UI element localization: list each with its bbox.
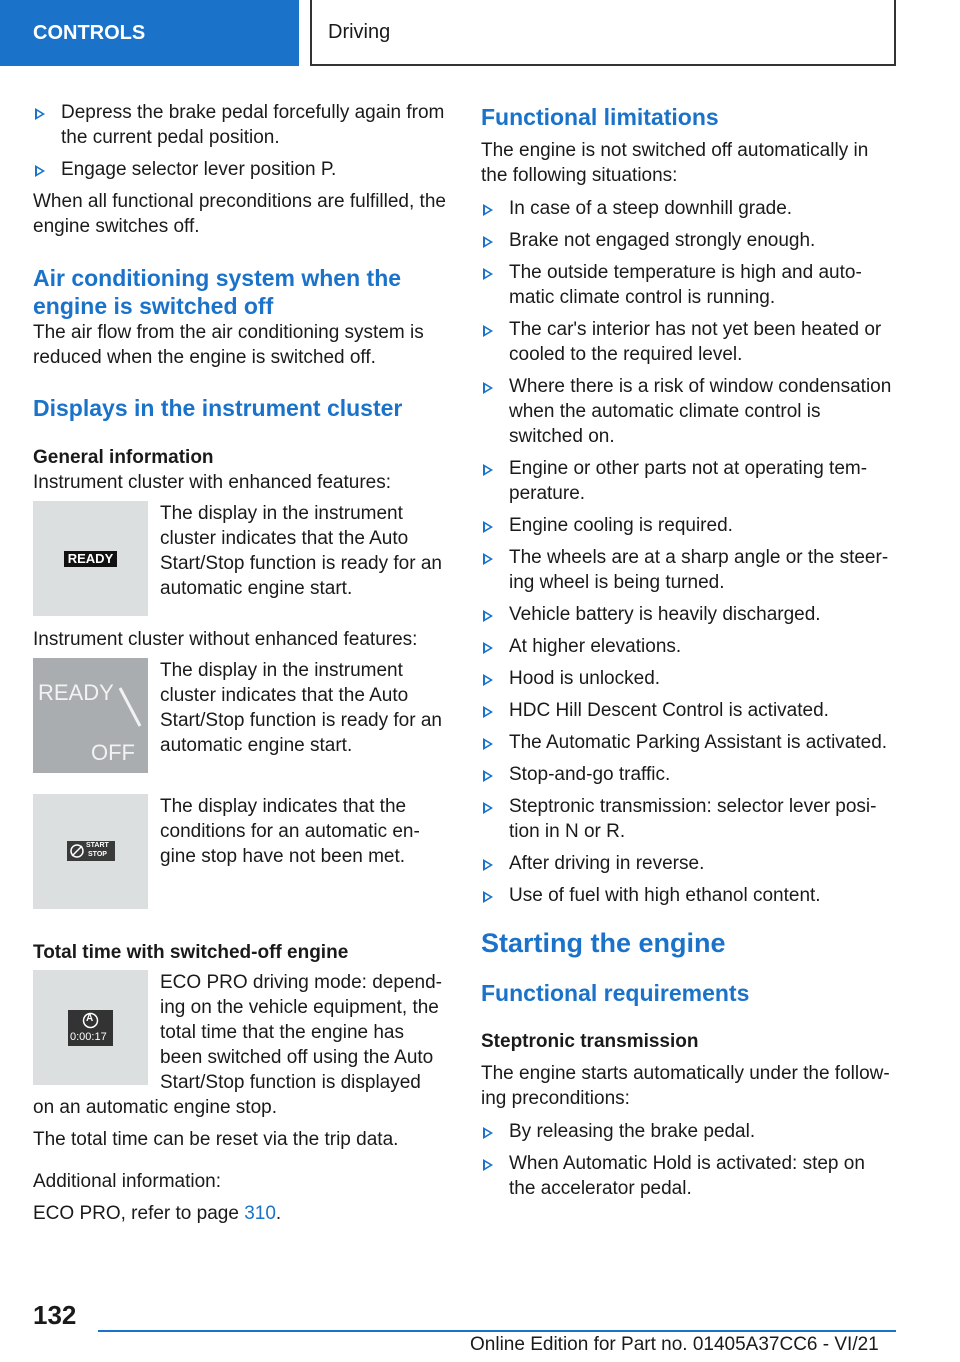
list-item: HDC Hill Descent Control is activated.	[481, 698, 896, 723]
paragraph-additional: Additional information:	[33, 1171, 221, 1192]
list-item: The outside temperature is high and auto-matic climate control is running.	[481, 260, 896, 310]
footer-divider	[98, 1330, 896, 1332]
list-item: The wheels are at a sharp angle or the steer-ing wheel is being turned.	[481, 545, 896, 595]
bullet-triangle-icon	[483, 553, 493, 565]
bullet-triangle-icon	[483, 236, 493, 248]
bullet-triangle-icon	[483, 610, 493, 622]
list-item: Engage selector lever position P.	[33, 157, 446, 182]
ready-badge-icon: READY	[64, 551, 117, 567]
bullet-triangle-icon	[483, 204, 493, 216]
bullet-triangle-icon	[483, 464, 493, 476]
list-item: Engine or other parts not at operating tem-perature.	[481, 456, 896, 506]
bullet-triangle-icon	[483, 859, 493, 871]
paragraph-without: Instrument cluster without enhanced features:	[33, 629, 418, 650]
bullet-triangle-icon	[483, 1127, 493, 1139]
heading-total-time: Total time with switched-off engine	[33, 942, 349, 963]
bullet-triangle-icon	[483, 674, 493, 686]
list-item: In case of a steep downhill grade.	[481, 196, 896, 221]
bullet-triangle-icon	[483, 382, 493, 394]
bullet-triangle-icon	[483, 770, 493, 782]
list-item: Steptronic transmission: selector lever posi-tion in N or R.	[481, 794, 896, 844]
limitations-list	[481, 196, 896, 908]
heading-requirements: Functional requirements	[481, 980, 750, 1006]
eco-pro-block	[33, 970, 446, 1120]
bullet-triangle-icon	[483, 642, 493, 654]
eco-pro-timer-icon: A 0:00:17	[68, 1010, 113, 1046]
heading-limitations: Functional limitations	[481, 104, 719, 130]
list-item: Where there is a risk of window condensation when the automatic climate control is switched on.	[481, 374, 896, 449]
page-link[interactable]: 310	[244, 1203, 276, 1224]
chapter-tab	[310, 0, 896, 66]
ready-gauge-label: READY	[38, 680, 114, 705]
ready-display-block	[33, 501, 446, 616]
paragraph-starts: The engine starts automatically under the follow-ing preconditions:	[481, 1063, 890, 1109]
list-item: Stop-and-go traffic.	[481, 762, 896, 787]
list-item: Vehicle battery is heavily discharged.	[481, 602, 896, 627]
chapter-title: Driving	[328, 20, 391, 43]
list-item: Use of fuel with high ethanol content.	[481, 883, 896, 908]
precondition-list	[33, 100, 446, 182]
heading-starting: Starting the engine	[481, 928, 726, 958]
off-gauge-label: OFF	[91, 740, 135, 765]
list-item: When Automatic Hold is activated: step on the accelerator pedal.	[481, 1151, 896, 1201]
ready-off-text: The display in the instrument cluster indicates that the Auto Start/Stop function is ready for an automatic engine start.	[160, 660, 442, 756]
heading-aircon: Air conditioning system when the engine is switched off	[33, 265, 402, 319]
bullet-triangle-icon	[483, 521, 493, 533]
ready-display-text: The display in the instrument cluster indicates that the Auto Start/Stop function is ready for an automatic engine start.	[160, 503, 442, 599]
bullet-triangle-icon	[483, 802, 493, 814]
bullet-triangle-icon	[483, 706, 493, 718]
ready-off-image	[33, 658, 148, 773]
paragraph-aircon: The air flow from the air conditioning system is reduced when the engine is switched off.	[33, 322, 424, 368]
paragraph-enhanced: Instrument cluster with enhanced features:	[33, 472, 392, 493]
bullet-triangle-icon	[483, 325, 493, 337]
bullet-triangle-icon	[483, 738, 493, 750]
heading-steptronic: Steptronic transmission	[481, 1031, 699, 1052]
right-column	[481, 100, 896, 1208]
edition-note: Online Edition for Part no. 01405A37CC6 - VI/21	[470, 1334, 879, 1355]
gauge-needle-icon	[118, 686, 143, 730]
bullet-triangle-icon	[483, 891, 493, 903]
start-stop-block	[33, 794, 446, 909]
ready-off-block	[33, 658, 446, 773]
paragraph-shutoff: When all functional preconditions are fulfilled, the engine switches off.	[33, 191, 446, 237]
list-item: Brake not engaged strongly enough.	[481, 228, 896, 253]
bullet-triangle-icon	[483, 1159, 493, 1171]
left-column	[33, 100, 446, 1226]
list-item: Hood is unlocked.	[481, 666, 896, 691]
heading-displays: Displays in the instrument cluster	[33, 395, 403, 421]
paragraph-reset: The total time can be reset via the trip data.	[33, 1129, 399, 1150]
page-number: 132	[33, 1300, 77, 1330]
eco-pro-text: ECO PRO driving mode: depend-ing on the vehicle equipment, the total time that the engine has been switched off using the Auto Start/Stop function is displayed on an automatic engine stop.	[33, 972, 442, 1118]
list-item: By releasing the brake pedal.	[481, 1119, 896, 1144]
eco-pro-image	[33, 970, 148, 1085]
paragraph-limitations: The engine is not switched off automatically in the following situations:	[481, 140, 869, 186]
bullet-triangle-icon	[483, 268, 493, 280]
start-stop-image	[33, 794, 148, 909]
section-tab	[0, 0, 299, 66]
bullet-triangle-icon	[35, 165, 45, 177]
heading-general: General information	[33, 447, 214, 468]
bullet-triangle-icon	[35, 108, 45, 120]
list-item: At higher elevations.	[481, 634, 896, 659]
list-item: The car's interior has not yet been heated or cooled to the required level.	[481, 317, 896, 367]
list-item: The Automatic Parking Assistant is activated.	[481, 730, 896, 755]
section-title: CONTROLS	[33, 21, 146, 44]
list-item: After driving in reverse.	[481, 851, 896, 876]
list-item: Engine cooling is required.	[481, 513, 896, 538]
list-item: Depress the brake pedal forcefully again from the current pedal position.	[33, 100, 446, 150]
start-conditions-list	[481, 1119, 896, 1201]
start-stop-off-icon: START STOP	[67, 841, 115, 861]
start-stop-text: The display indicates that the conditions for an automatic en-gine stop have not been met.	[160, 796, 420, 867]
eco-pro-reference: ECO PRO, refer to page 310.	[33, 1203, 282, 1224]
ready-display-image	[33, 501, 148, 616]
